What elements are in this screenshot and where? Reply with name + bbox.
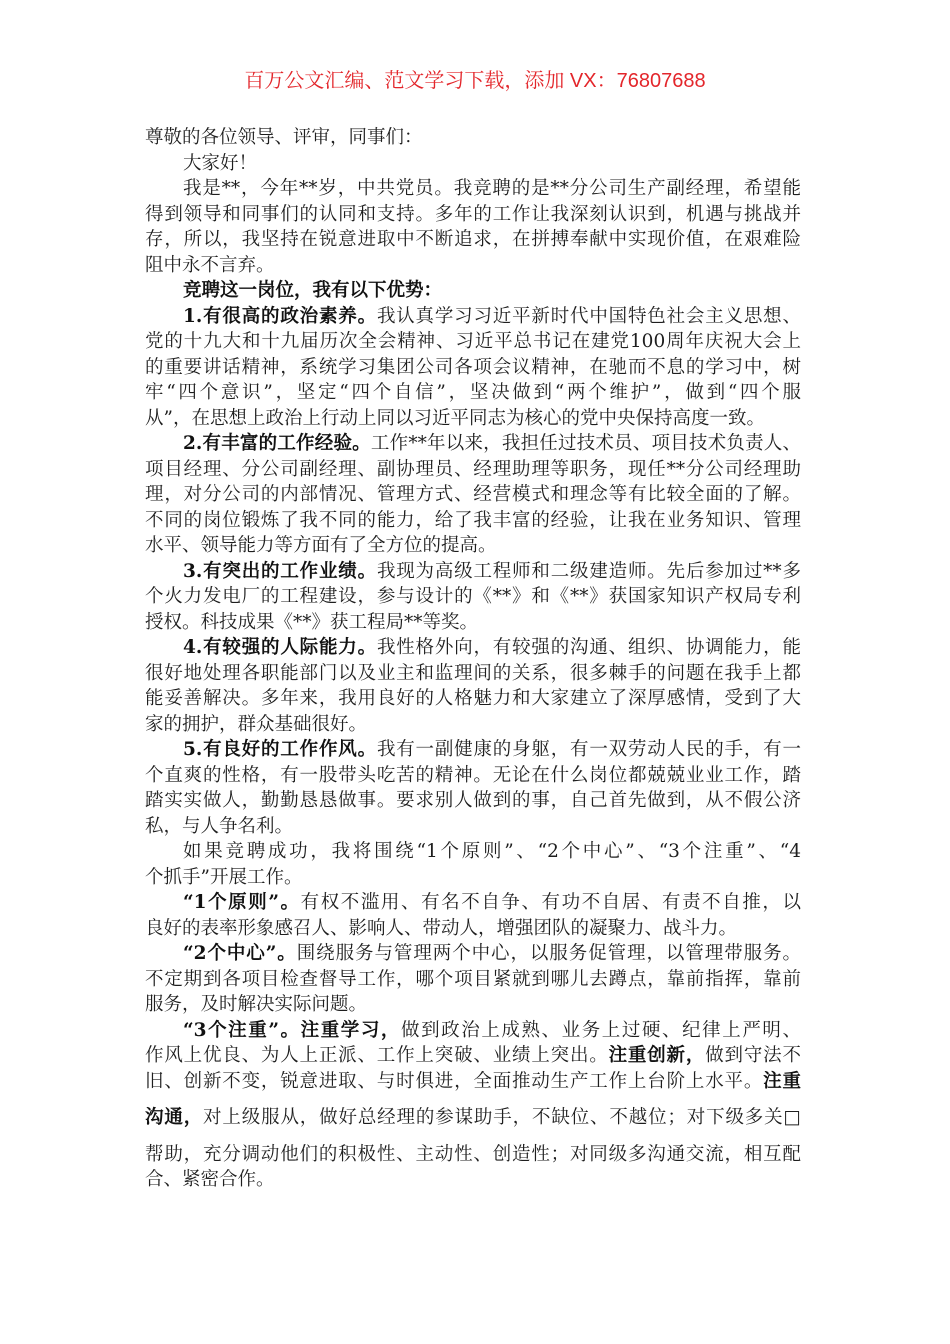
text-span: 我有一副健康的身躯，有一双劳动人民的手，有一 <box>376 739 801 760</box>
paragraph <box>145 176 801 278</box>
paragraph <box>145 431 801 559</box>
text-span: 不定期到各项目检查督导工作，哪个项目紧就到哪儿去蹲点，靠前指挥，靠前 <box>145 968 801 990</box>
text-line <box>145 890 801 916</box>
text-span: 水平、领导能力等方面有了全方位的提高。 <box>145 535 497 556</box>
bold-text: 3.有突出的工作业绩。 <box>183 560 377 582</box>
text-span: 合、紧密合作。 <box>145 1169 275 1190</box>
document-body <box>145 125 801 1193</box>
text-line <box>145 559 801 585</box>
text-span: 个抓手”开展工作。 <box>145 866 303 888</box>
text-line <box>145 278 801 304</box>
text-span: 我认真学习习近平新时代中国特色社会主义思想、 <box>376 305 801 327</box>
text-span: 很好地处理各职能部门以及业主和监理间的关系，很多棘手的问题在我手上都 <box>145 662 801 684</box>
text-span: 工作**年以来，我担任过技术员、项目技术负责人、 <box>370 433 801 454</box>
text-span: 踏实实做人，勤勤恳恳做事。要求别人做到的事，自己首先做到，从不假公济 <box>145 790 801 811</box>
text-span: 个火力发电厂的工程建设，参与设计的《**》和《**》获国家知识产权局专利 <box>145 586 801 607</box>
text-line <box>145 814 801 840</box>
text-span: 大家好！ <box>183 152 258 174</box>
text-span: 帮助，充分调动他们的积极性、主动性、创造性；对同级多沟通交流，相互配 <box>145 1143 801 1165</box>
text-line <box>145 916 801 942</box>
text-span: 作风上优良、为人上正派、工作上突破、业绩上突出。 <box>145 1045 609 1066</box>
text-span: 党的十九大和十九届历次全会精神、习近平总书记在建党100周年庆祝大会上 <box>145 331 801 352</box>
text-line <box>145 355 801 381</box>
text-line <box>145 712 801 738</box>
text-line <box>145 380 801 406</box>
text-line <box>145 635 801 661</box>
text-span: 有权不滥用、有名不自争、有功不自居、有责不自推，以 <box>300 892 801 913</box>
text-line <box>145 763 801 789</box>
text-line <box>145 788 801 814</box>
text-line <box>145 1167 801 1193</box>
text-line <box>145 967 801 993</box>
text-line <box>145 992 801 1018</box>
bold-text: 4.有较强的人际能力。 <box>183 637 377 658</box>
text-line <box>145 941 801 967</box>
text-span: 服务，及时解决实际问题。 <box>145 994 368 1015</box>
text-span: 得到领导和同事们的认同和支持。多年的工作让我深刻认识到，机遇与挑战并 <box>145 203 801 225</box>
text-line <box>145 1018 801 1044</box>
bold-text: “2个中心”。 <box>183 943 297 964</box>
bold-text: “3个注重”。注重学习， <box>183 1019 402 1041</box>
paragraph <box>145 151 801 177</box>
bold-text: 注重 <box>763 1070 801 1092</box>
text-line <box>145 865 801 891</box>
text-line <box>145 431 801 457</box>
text-line <box>145 737 801 763</box>
text-span: 个直爽的性格，有一股带头吃苦的精神。无论在什么岗位都兢兢业业工作，踏 <box>145 764 801 786</box>
paragraph <box>145 559 801 636</box>
text-line <box>145 686 801 712</box>
text-line <box>145 227 801 253</box>
text-span: 做到守法不 <box>705 1045 801 1066</box>
bold-text: 竞聘这一岗位，我有以下优势： <box>183 280 443 301</box>
bold-text: 沟通， <box>145 1107 204 1128</box>
text-line <box>145 1069 801 1095</box>
text-line <box>145 176 801 202</box>
text-line <box>145 253 801 279</box>
text-line <box>145 610 801 636</box>
text-span: 我性格外向，有较强的沟通、组织、协调能力，能 <box>376 637 801 658</box>
text-line <box>145 304 801 330</box>
bold-text: 2.有丰富的工作经验。 <box>183 433 371 454</box>
bold-text: “1个原则”。 <box>183 892 301 913</box>
text-line <box>145 457 801 483</box>
text-span: 阻中永不言弃。 <box>145 254 275 276</box>
text-span: 理，对分公司的内部情况、管理方式、经营模式和理念等有比较全面的了解。 <box>145 484 801 505</box>
text-line <box>145 125 801 151</box>
bold-text: 5.有良好的工作作风。 <box>183 739 377 760</box>
text-line <box>145 1105 801 1131</box>
paragraph <box>145 125 801 151</box>
text-span: 不同的岗位锻炼了我不同的能力，给了我丰富的经验，让我在业务知识、管理 <box>145 509 801 531</box>
paragraph <box>145 839 801 890</box>
paragraph <box>145 890 801 941</box>
paragraph <box>145 304 801 432</box>
text-line <box>145 151 801 177</box>
text-line <box>145 1043 801 1069</box>
text-line <box>145 839 801 865</box>
text-line <box>145 661 801 687</box>
text-span: 能妥善解决。多年来，我用良好的人格魅力和大家建立了深厚感情，受到了大 <box>145 688 801 709</box>
text-span: 对上级服从，做好总经理的参谋助手，不缺位、不越位；对下级多关□ <box>203 1107 801 1128</box>
text-span: 我是**，今年**岁，中共党员。我竞聘的是**分公司生产副经理，希望能 <box>183 178 801 199</box>
text-line <box>145 584 801 610</box>
paragraph <box>145 737 801 839</box>
text-span: 我现为高级工程师和二级建造师。先后参加过**多 <box>376 560 801 582</box>
paragraph <box>145 278 801 304</box>
paragraph <box>145 941 801 1018</box>
text-span: 从”，在思想上政治上行动上同以习近平同志为核心的党中央保持高度一致。 <box>145 407 765 429</box>
text-span: 存，所以，我坚持在锐意进取中不断追求，在拼搏奉献中实现价值，在艰难险 <box>145 229 801 250</box>
text-line <box>145 202 801 228</box>
text-span: 如果竞聘成功，我将围绕“1个原则”、“2个中心”、“3个注重”、“4 <box>183 841 801 862</box>
text-line <box>145 482 801 508</box>
text-span: 尊敬的各位领导、评审，同事们： <box>145 127 423 148</box>
text-span: 私，与人争名利。 <box>145 815 294 837</box>
text-span: 项目经理、分公司副经理、副协理员、经理助理等职务，现任**分公司经理助 <box>145 458 801 480</box>
text-span: 牢“四个意识”，坚定“四个自信”，坚决做到“两个维护”，做到“四个服 <box>145 382 801 403</box>
bold-text: 注重创新， <box>608 1045 706 1066</box>
paragraph <box>145 635 801 737</box>
text-span: 旧、创新不变，锐意进取、与时俱进，全面推动生产工作上台阶上水平。 <box>145 1070 764 1092</box>
text-line <box>145 533 801 559</box>
text-span: 做到政治上成熟、业务上过硬、纪律上严明、 <box>401 1019 801 1041</box>
watermark-header: 百万公文汇编、范文学习下载，添加 VX：76807688 <box>244 70 706 92</box>
text-span: 的重要讲话精神，系统学习集团公司各项会议精神，在驰而不息的学习中，树 <box>145 356 801 378</box>
text-line <box>145 406 801 432</box>
text-line <box>145 508 801 534</box>
text-line <box>145 1142 801 1168</box>
bold-text: 1.有很高的政治素养。 <box>183 305 377 327</box>
text-span: 家的拥护，群众基础很好。 <box>145 713 368 735</box>
paragraph <box>145 1018 801 1193</box>
text-span: 围绕服务与管理两个中心，以服务促管理，以管理带服务。 <box>296 943 802 964</box>
text-line <box>145 329 801 355</box>
text-span: 良好的表率形象感召人、影响人、带动人，增强团队的凝聚力、战斗力。 <box>145 917 738 939</box>
text-span: 授权。科技成果《**》获工程局**等奖。 <box>145 611 479 633</box>
